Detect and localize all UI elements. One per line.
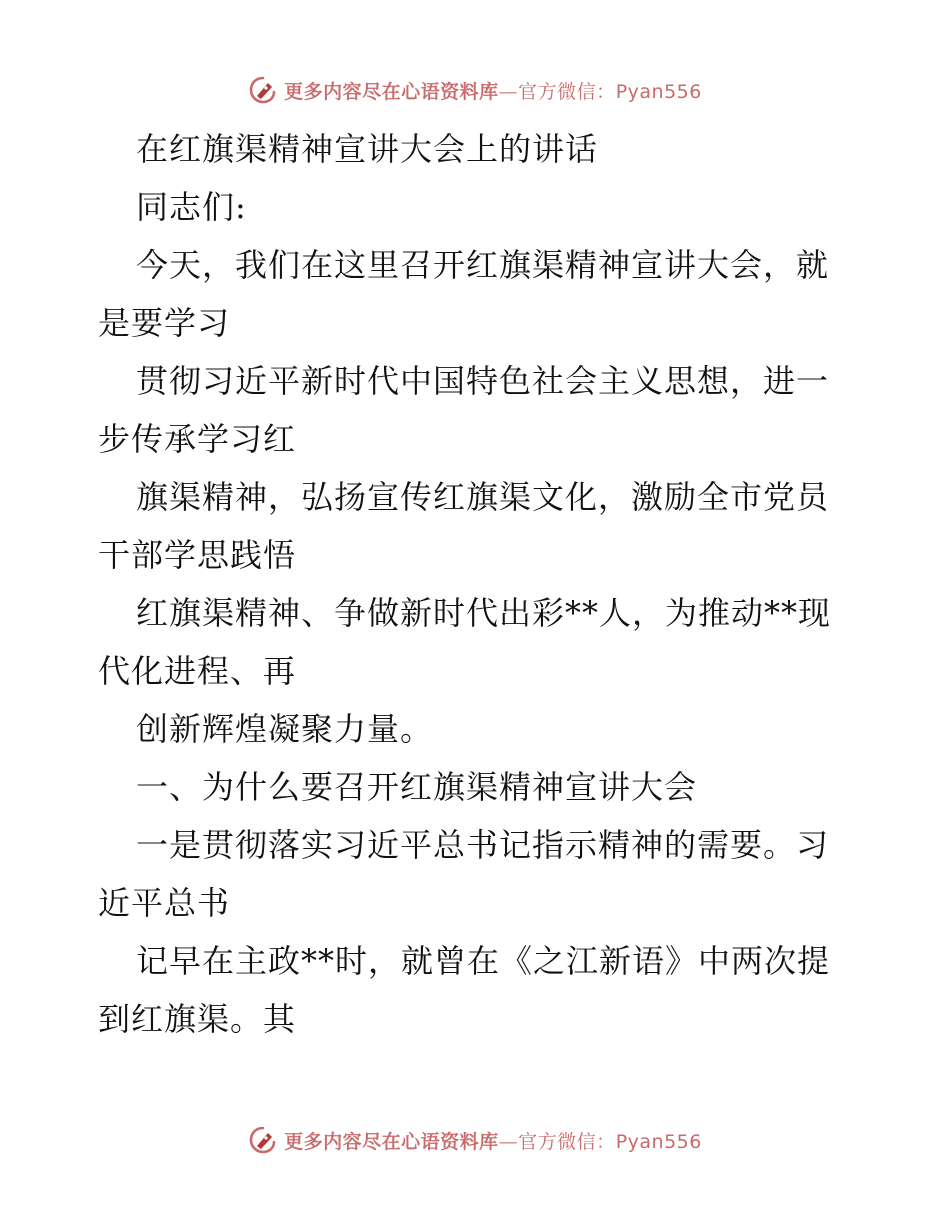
document-body — [98, 120, 854, 1048]
watermark-wechat-id: Pyan556 — [615, 80, 702, 103]
watermark-text — [284, 1127, 702, 1154]
footer-watermark — [0, 1120, 950, 1160]
document-line: 步传承学习红 — [98, 420, 297, 458]
document-line: 红旗渠精神、争做新时代出彩**人，为推动**现 — [136, 594, 832, 632]
pen-nib-swirl-icon — [248, 75, 278, 105]
document-line: 贯彻习近平新时代中国特色社会主义思想，进一 — [136, 362, 830, 400]
document-line: 是要学习 — [98, 304, 231, 342]
pen-nib-swirl-icon — [248, 1125, 278, 1155]
watermark-wechat-label: 官方微信： — [518, 1130, 616, 1153]
watermark-wechat-label: 官方微信： — [518, 80, 616, 103]
watermark-dash: — — [498, 80, 519, 103]
document-line: 创新辉煌凝聚力量。 — [136, 710, 434, 748]
document-line: 在红旗渠精神宣讲大会上的讲话 — [136, 130, 599, 168]
document-line: 记早在主政**时，就曾在《之江新语》中两次提 — [136, 942, 831, 980]
document-line: 今天，我们在这里召开红旗渠精神宣讲大会，就 — [136, 246, 830, 284]
document-line: 一、为什么要召开红旗渠精神宣讲大会 — [136, 768, 698, 806]
watermark-main-text: 更多内容尽在心语资料库 — [284, 1130, 499, 1153]
document-line: 近平总书 — [98, 884, 231, 922]
watermark-main-text: 更多内容尽在心语资料库 — [284, 80, 499, 103]
header-watermark — [0, 70, 950, 110]
document-line: 旗渠精神，弘扬宣传红旗渠文化，激励全市党员 — [136, 478, 830, 516]
watermark-dash: — — [498, 1130, 519, 1153]
document-line: 同志们: — [136, 188, 247, 226]
watermark-text — [284, 77, 702, 104]
watermark-wechat-id: Pyan556 — [615, 1130, 702, 1153]
document-line: 代化进程、再 — [98, 652, 297, 690]
document-line: 一是贯彻落实习近平总书记指示精神的需要。习 — [136, 826, 830, 864]
document-line: 干部学思践悟 — [98, 536, 297, 574]
document-line: 到红旗渠。其 — [98, 1000, 297, 1038]
